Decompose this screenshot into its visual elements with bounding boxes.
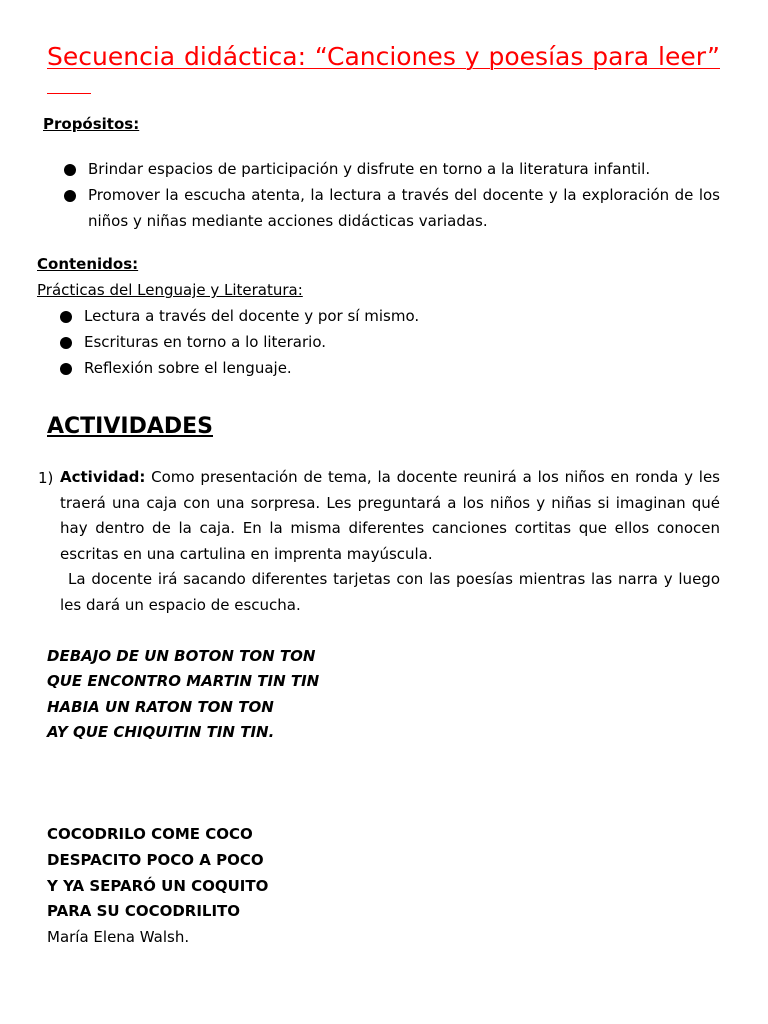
contenidos-subheading: Prácticas del Lenguaje y Literatura: (37, 281, 303, 299)
bullet-icon (60, 363, 72, 375)
page-title (47, 42, 720, 100)
activity-number: 1) (38, 469, 54, 487)
poem-line: Y YA SEPARÓ UN COQUITO (47, 876, 269, 895)
activity-text-continued: La docente irá sacando diferentes tarjetas con las poesías mientras las narra y luego les dará un espacio de escucha. (60, 570, 720, 614)
contenidos-list (60, 303, 720, 381)
poem-author: María Elena Walsh. (47, 928, 190, 947)
list-item-text: Brindar espacios de participación y disfrute en torno a la literatura infantil. (88, 160, 651, 178)
actividades-heading: ACTIVIDADES (47, 414, 213, 439)
title-underline-pad (47, 71, 91, 94)
poem-cocodrilo (47, 822, 268, 951)
list-item (60, 355, 720, 381)
activity-text: Como presentación de tema, la docente reunirá a los niños en ronda y les traerá una caja con una sorpresa. Les preguntará a los niños y niñas si imaginan qué hay dentro de la caja. En la misma diferentes canciones cortitas que ellos conocen escritas en una cartulina en imprenta mayúscula. (60, 468, 720, 563)
propositos-list (64, 156, 720, 234)
list-item (60, 329, 720, 355)
list-item (64, 182, 720, 234)
activity-keyword: Actividad: (60, 468, 146, 486)
bullet-icon (60, 311, 72, 323)
list-item-text: Escrituras en torno a lo literario. (84, 333, 327, 351)
poem-line: QUE ENCONTRO MARTIN TIN TIN (47, 672, 320, 691)
list-item-text: Reflexión sobre el lenguaje. (84, 359, 292, 377)
poem-line: COCODRILO COME COCO (47, 825, 253, 843)
poem-line: DEBAJO DE UN BOTON TON TON (47, 647, 316, 665)
list-item (64, 156, 720, 182)
activity-paragraph (60, 465, 720, 619)
contenidos-heading: Contenidos: (37, 255, 139, 273)
bullet-icon (64, 164, 76, 176)
list-item (60, 303, 720, 329)
bullet-icon (64, 190, 76, 202)
list-item-text: Lectura a través del docente y por sí mismo. (84, 307, 420, 325)
propositos-heading: Propósitos: (43, 115, 140, 133)
poem-line: AY QUE CHIQUITIN TIN TIN. (47, 722, 275, 741)
bullet-icon (60, 337, 72, 349)
poem-line: DESPACITO POCO A POCO (47, 850, 264, 869)
poem-line: PARA SU COCODRILITO (47, 902, 241, 921)
poem-boton (47, 644, 319, 745)
poem-line: HABIA UN RATON TON TON (47, 697, 274, 716)
title-text: Secuencia didáctica: “Canciones y poesías para leer” (47, 42, 720, 71)
list-item-text: Promover la escucha atenta, la lectura a través del docente y la exploración de los niños y niñas mediante acciones didácticas variadas. (88, 186, 720, 230)
